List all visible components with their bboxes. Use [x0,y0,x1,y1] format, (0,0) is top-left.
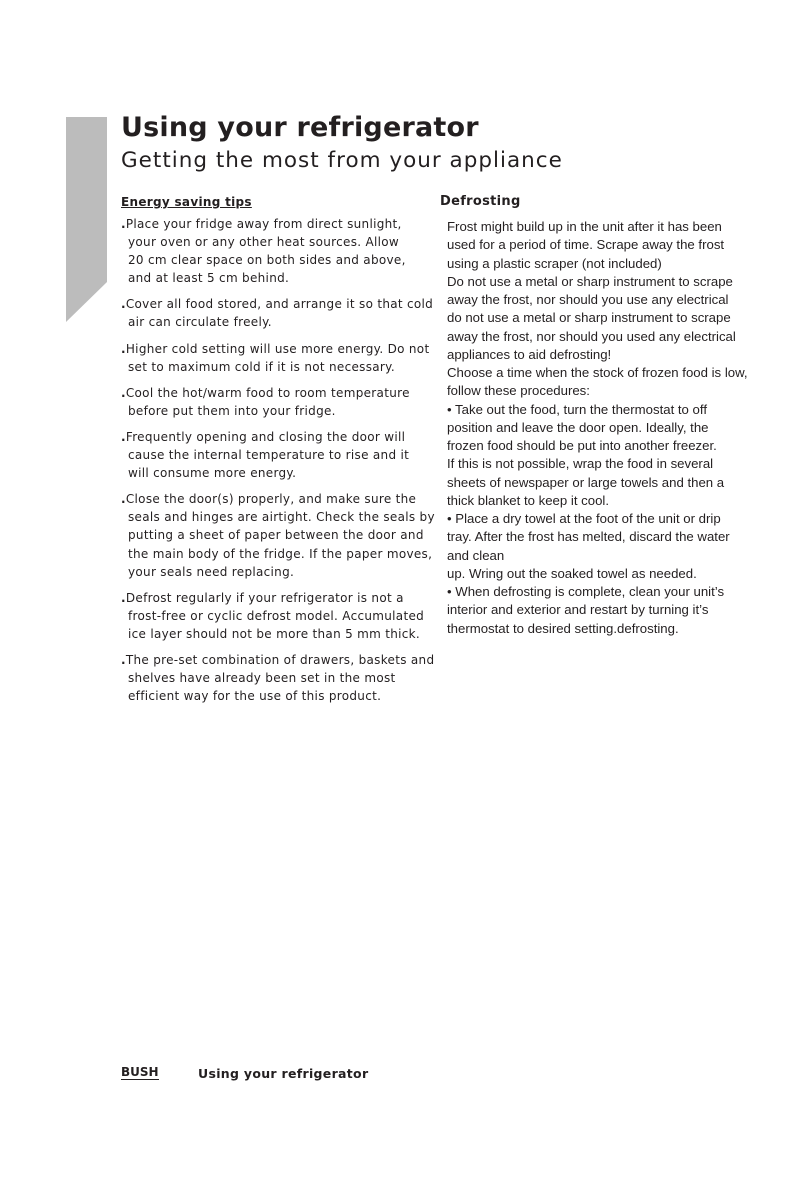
defrosting-line: follow these procedures: [447,383,590,399]
energy-saving-heading: Energy saving tips [121,195,252,209]
page-subtitle: Getting the most from your appliance [121,148,563,173]
tip-line: your seals need replacing. [128,564,295,579]
tip-line: the main body of the fridge. If the paper moves, [128,546,433,561]
tip-bullet: . [121,341,126,356]
tip-line: Defrost regularly if your refrigerator is not a [125,590,404,605]
tip-bullet: . [121,217,126,231]
tip-line: cause the internal temperature to rise and it [128,448,410,463]
tip-line: Place your fridge away from direct sunlight, [125,217,402,231]
tip-line: Cover all food stored, and arrange it so that cold [125,297,434,312]
energy-tip [121,490,439,580]
tip-bullet: . [121,492,126,507]
tip-bullet: . [121,385,126,400]
tip-line: Frequently opening and closing the door will [125,429,406,444]
energy-tip [121,340,439,376]
defrosting-section [440,194,767,638]
defrosting-line: • Take out the food, turn the thermostat to off [447,401,707,417]
section-tab-marker [66,117,107,322]
tip-line: efficient way for the use of this product. [128,689,382,704]
tip-line: air can circulate freely. [128,315,272,330]
tip-line: Cool the hot/warm food to room temperature [125,385,410,400]
tip-line: 20 cm clear space on both sides and above, [128,253,406,268]
defrosting-line: frozen food should be put into another freezer. [447,438,717,453]
tip-bullet: . [121,429,126,444]
energy-tip [121,384,439,420]
defrosting-line: • Place a dry towel at the foot of the unit or drip [447,511,721,526]
tip-line: your oven or any other heat sources. Allow [128,235,400,250]
defrosting-line: Frost might build up in the unit after it has been [447,219,722,234]
energy-tip [121,215,439,287]
footer-section-title: Using your refrigerator [198,1066,369,1081]
defrosting-text [447,218,767,638]
defrosting-line: thick blanket to keep it cool. [447,492,610,508]
tip-line: Higher cold setting will use more energy. Do not [125,341,430,356]
defrosting-line: • When defrosting is complete, clean your unit’s [447,584,725,599]
defrosting-line: up. Wring out the soaked towel as needed. [447,565,697,581]
defrosting-line: away the frost, nor should you use any electrical [447,292,729,307]
tip-bullet: . [121,297,126,312]
defrosting-line: Choose a time when the stock of frozen food is low, [447,365,748,380]
brand-logo: BUSH [121,1065,159,1079]
defrosting-line: using a plastic scraper (not included) [447,255,662,271]
energy-tip [121,589,439,643]
tip-line: seals and hinges are airtight. Check the seals by [128,510,435,525]
defrosting-line: used for a period of time. Scrape away the frost [447,237,725,253]
defrosting-line: tray. After the frost has melted, discard the water [447,529,730,545]
defrosting-line: appliances to aid defrosting! [447,346,612,362]
defrosting-line: position and leave the door open. Ideally, the [447,419,709,435]
defrosting-line: away the frost, nor should you used any electrical [447,328,736,344]
defrosting-line: interior and exterior and restart by turning it’s [447,602,709,618]
defrosting-line: Do not use a metal or sharp instrument to scrape [447,273,733,289]
energy-tip [121,295,439,331]
tip-line: set to maximum cold if it is not necessary. [128,359,395,374]
defrosting-line: sheets of newspaper or large towels and then a [447,474,725,490]
defrosting-heading: Defrosting [440,194,521,209]
energy-tips-list [121,215,439,705]
tip-bullet: . [121,652,126,667]
tip-line: before put them into your fridge. [128,403,336,418]
tip-line: shelves have already been set in the most [128,671,396,686]
defrosting-line: If this is not possible, wrap the food in several [447,456,714,472]
energy-tip [121,651,439,705]
tip-bullet: . [121,590,126,605]
tip-line: frost-free or cyclic defrost model. Accumulated [128,608,425,623]
defrosting-line: do not use a metal or sharp instrument to scrape [447,310,731,326]
defrosting-line: and clean [447,547,505,563]
tip-line: putting a sheet of paper between the door and [128,528,424,543]
tip-line: and at least 5 cm behind. [128,271,290,286]
energy-saving-section [121,195,439,713]
tip-line: Close the door(s) properly, and make sure the [125,492,417,507]
tip-line: will consume more energy. [128,466,297,481]
defrosting-line: thermostat to desired setting.defrosting. [447,620,679,636]
tip-line: ice layer should not be more than 5 mm thick. [128,626,421,641]
energy-tip [121,428,439,482]
tip-line: The pre-set combination of drawers, baskets and [125,652,435,667]
page-title: Using your refrigerator [121,112,479,143]
